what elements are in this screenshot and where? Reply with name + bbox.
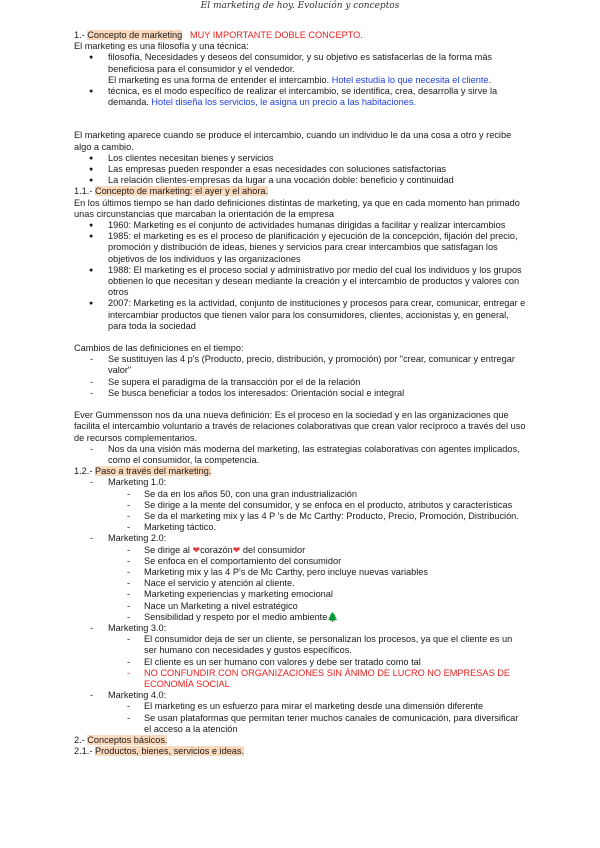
section-1-heading: 1.- Concepto de marketing MUY IMPORTANTE DOBLE CONCEPTO. [74, 30, 363, 40]
paragraph: El marketing aparece cuando se produce el intercambio, cuando un individuo le da una cosa a otro y recibe algo a cambio. [74, 130, 512, 152]
page-header: El marketing de hoy. Evolución y conceptos [200, 1, 400, 11]
list-item: - Se enfoca en el comportamiento del consumidor [74, 556, 526, 567]
list-item: - Marketing 2.0: - Se dirige al ❤corazón❤ del consumidor - Se enfoca en el comportamiento del consumidor - Marketing mix y las 4 P's de Mc Carthy, pero incluye nuevas variables - Nace el servicio y atención al cliente. - Marketing experiencias y marketing emocional - Nace un Marketing a nivel estratégico - Sensibilidad y respeto por el medio ambiente🌲 [74, 533, 526, 623]
list-item: - Se dirige al ❤corazón❤ del consumidor [74, 545, 526, 556]
paragraph: En los últimos tiempo se han dado definiciones distintas de marketing, ya que en cada momento han primado unas circunstancias que marcaban la orientación de la empresa [74, 197, 520, 219]
document-body [74, 30, 526, 757]
list-item: ● 2007: Marketing es la actividad, conjunto de instituciones y procesos para crear, comunicar, entregar e intercambiar productos que tienen valor para los consumidores, clientes, accionistas y, en general, para toda la sociedad [74, 298, 526, 332]
list-item: - El consumidor deja de ser un cliente, se personalizan los procesos, ya que el cliente es un ser humano con necesidades y gustos específicos. [74, 634, 526, 656]
list-item: - Sensibilidad y respeto por el medio ambiente🌲 [74, 612, 526, 623]
list-item: - Marketing táctico. [74, 522, 526, 533]
list-item: - Se supera el paradigma de la transacción por el de la relación [74, 377, 526, 388]
paragraph: Ever Gummensson nos da una nueva definición: Es el proceso en la sociedad y en las organizaciones que facilita el intercambio voluntario a través de relaciones colaborativas que crean valor recíproco a través del uso de recursos complementarios. [74, 410, 526, 443]
list-item: - Nos da una visión más moderna del marketing, las estrategias colaborativas con agentes implicados, como el consumidor, la competencia. [74, 444, 526, 466]
list-item: - Nace el servicio y atención al cliente. [74, 578, 526, 589]
list-item: - Se da en los años 50, con una gran industrialización [74, 489, 526, 500]
list-item: ● 1960: Marketing es el conjunto de actividades humanas dirigidas a facilitar y realizar intercambios [74, 220, 526, 231]
paragraph: Cambios de las definiciones en el tiempo: [74, 343, 244, 354]
list-item: ● 1985: el marketing es es el proceso de planificación y ejecución de la concepción, fijación del precio, promoción y distribución de ideas, bienes y servicios para crear intercambios que satisfagan los objetivos de los individuos y las organizaciones [74, 231, 526, 265]
list-item: ● Las empresas pueden responder a esas necesidades con soluciones satisfactorias [74, 164, 526, 175]
list-item: ● filosofía, Necesidades y deseos del consumidor, y su objetivo es satisfacerlas de la forma más beneficiosa para el consumidor y el vendedor. El marketing es una forma de entender el intercambio. Hotel estudia lo que necesita el cliente. [74, 52, 526, 86]
section-1-2-heading: 1.2.- Paso a través del marketing. [74, 466, 212, 477]
section-1-1-heading: 1.1.- Concepto de marketing: el ayer y el ahora. [74, 186, 269, 197]
warning-note: - NO CONFUNDIR CON ORGANIZACIONES SIN ÁNIMO DE LUCRO NO EMPRESAS DE ECONOMÍA SOCIAL [74, 668, 526, 690]
list-item: - El cliente es un ser humano con valores y debe ser tratado como tal [74, 657, 526, 668]
list-item: - Se da el marketing mix y las 4 P 's de Mc Carthy: Producto, Precio, Promoción, Distribución. [74, 511, 526, 522]
important-note: MUY IMPORTANTE DOBLE CONCEPTO. [189, 30, 363, 40]
section-2-1-heading: 2.1.- Productos, bienes, servicios e ideas. [74, 746, 245, 757]
list-item: - Se dirige a la mente del consumidor, y se enfoca en el producto, atributos y características [74, 500, 526, 511]
list-item: - Marketing experiencias y marketing emocional [74, 589, 526, 600]
marketing-eras-list [74, 477, 526, 735]
list-item: - Se usan plataformas que permitan tener muchos canales de comunicación, para diversificar el acceso a la atención [74, 713, 526, 735]
list-item: ● técnica, es el modo específico de realizar el intercambio, se identifica, crea, desarrolla y sirve la demanda. Hotel diseña los servicios, le asigna un precio a las habitaciones. [74, 86, 526, 108]
section-2-heading: 2.- Conceptos básicos. [74, 734, 168, 745]
list-item: - Se sustituyen las 4 p's (Producto, precio, distribución, y promoción) por "crear, comunicar y entregar valor" [74, 354, 526, 376]
list-item: - Se busca beneficiar a todos los interesados: Orientación social e integral [74, 388, 526, 399]
list-item: - Marketing 4.0: - El marketing es un esfuerzo para mirar el marketing desde una dimensión diferente - Se usan plataformas que permitan tener muchos canales de comunicación, para diversificar el acceso a la atención [74, 690, 526, 735]
bullet-list [74, 153, 526, 187]
list-item: ● 1988: El marketing es el proceso social y administrativo por medio del cual los individuos y los grupos obtienen lo que necesitan y desean mediante la creación y el intercambio de productos y valores con otros [74, 265, 526, 299]
heart-icon: ❤ [232, 544, 241, 555]
dash-list [74, 354, 526, 399]
dash-list [74, 634, 526, 690]
dash-list [74, 489, 526, 534]
list-item: - El marketing es un esfuerzo para mirar el marketing desde una dimensión diferente [74, 701, 526, 712]
list-item: ● La relación clientes-empresas da lugar a una vocación doble: beneficio y continuidad [74, 175, 526, 186]
list-item: - Marketing 1.0: - Se da en los años 50, con una gran industrialización - Se dirige a la mente del consumidor, y se enfoca en el producto, atributos y características - Se da el marketing mix y las 4 P 's de Mc Carthy: Producto, Precio, Promoción, Distribución. - Marketing táctico. [74, 477, 526, 533]
dash-list [74, 701, 526, 735]
dash-list [74, 545, 526, 623]
bullet-list [74, 220, 526, 332]
heart-icon: ❤ [192, 544, 201, 555]
dash-list [74, 444, 526, 466]
list-item: - Marketing mix y las 4 P's de Mc Carthy, pero incluye nuevas variables [74, 567, 526, 578]
paragraph: El marketing es una filosofía y una técnica: [74, 41, 249, 52]
list-item: ● Los clientes necesitan bienes y servicios [74, 153, 526, 164]
list-item: - Marketing 3.0: - El consumidor deja de ser un cliente, se personalizan los procesos, ya que el cliente es un ser humano con necesidades y gustos específicos. - El cliente es un ser humano con valores y debe ser tratado como tal - NO CONFUNDIR CON ORGANIZACIONES SIN ÁNIMO DE LUCRO NO EMPRESAS DE ECONOMÍA SOCIAL [74, 623, 526, 690]
bullet-list [74, 52, 526, 108]
list-item: - Nace un Marketing a nivel estratégico [74, 601, 526, 612]
tree-icon: 🌲 [327, 611, 339, 622]
